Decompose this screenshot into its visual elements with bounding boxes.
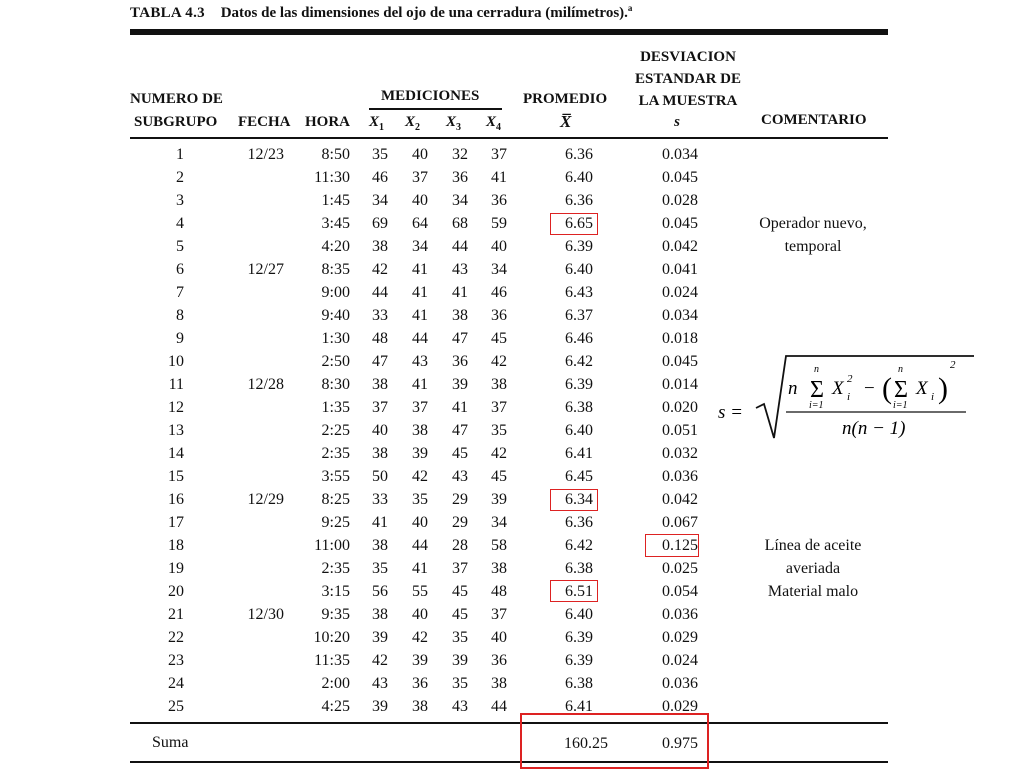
comment-line: averiada bbox=[785, 560, 841, 577]
cell-x4: 42 bbox=[491, 353, 507, 370]
total-rule bbox=[130, 722, 888, 724]
cell-x3: 43 bbox=[452, 698, 468, 715]
cell-x3: 43 bbox=[452, 261, 468, 278]
cell-x2: 39 bbox=[412, 445, 428, 462]
sum-symbol-2: Σ bbox=[894, 377, 908, 403]
cell-x3: 45 bbox=[452, 606, 468, 623]
cell-x4: 38 bbox=[491, 376, 507, 393]
paren-open: ( bbox=[882, 372, 892, 405]
cell-x1: 46 bbox=[372, 169, 388, 186]
cell-x3: 29 bbox=[452, 491, 468, 508]
cell-x3: 47 bbox=[452, 422, 468, 439]
cell-n: 7 bbox=[176, 284, 184, 301]
cell-hora: 3:55 bbox=[321, 468, 350, 485]
highlight-totals bbox=[520, 713, 709, 769]
cell-x3: 44 bbox=[452, 238, 468, 255]
total-mean: 160.25 bbox=[564, 735, 608, 752]
cell-x1: 41 bbox=[372, 514, 388, 531]
cell-x1: 38 bbox=[372, 537, 388, 554]
cell-x4: 40 bbox=[491, 238, 507, 255]
formula-denominator: n(n − 1) bbox=[842, 418, 906, 439]
cell-n: 2 bbox=[176, 169, 184, 186]
cell-x4: 48 bbox=[491, 583, 507, 600]
cell-x2: 36 bbox=[412, 675, 428, 692]
cell-x4: 45 bbox=[491, 330, 507, 347]
sum2-bottom: i=1 bbox=[893, 400, 908, 411]
highlight-mean-row-20 bbox=[550, 580, 598, 602]
cell-hora: 2:50 bbox=[321, 353, 350, 370]
cell-x1: 38 bbox=[372, 376, 388, 393]
formula-n: n bbox=[788, 378, 798, 399]
cell-n: 25 bbox=[168, 698, 184, 715]
cell-x3: 35 bbox=[452, 675, 468, 692]
cell-n: 19 bbox=[168, 560, 184, 577]
cell-hora: 4:20 bbox=[321, 238, 350, 255]
formula-lhs: s = bbox=[718, 402, 743, 423]
header-measurements: MEDICIONES bbox=[381, 88, 480, 104]
highlight-mean-row-16 bbox=[550, 489, 598, 511]
cell-s: 0.125 bbox=[662, 537, 698, 554]
cell-x4: 46 bbox=[491, 284, 507, 301]
cell-x2: 40 bbox=[412, 192, 428, 209]
cell-x1: 33 bbox=[372, 307, 388, 324]
cell-hora: 3:15 bbox=[321, 583, 350, 600]
cell-fecha: 12/29 bbox=[247, 491, 284, 508]
paren-close: ) bbox=[938, 372, 948, 405]
cell-x2: 40 bbox=[412, 606, 428, 623]
cell-s: 0.034 bbox=[662, 307, 698, 324]
cell-x4: 34 bbox=[491, 514, 507, 531]
cell-x3: 39 bbox=[452, 376, 468, 393]
cell-s: 0.054 bbox=[662, 583, 698, 600]
cell-prom: 6.34 bbox=[565, 491, 593, 508]
cell-x3: 41 bbox=[452, 399, 468, 416]
cell-x2: 44 bbox=[412, 330, 428, 347]
cell-x2: 41 bbox=[412, 261, 428, 278]
cell-n: 16 bbox=[168, 491, 184, 508]
cell-x1: 40 bbox=[372, 422, 388, 439]
cell-n: 22 bbox=[168, 629, 184, 646]
table-title bbox=[130, 3, 632, 22]
cell-hora: 3:45 bbox=[321, 215, 350, 232]
cell-prom: 6.46 bbox=[565, 330, 593, 347]
cell-hora: 1:45 bbox=[321, 192, 350, 209]
highlight-mean-row-4 bbox=[550, 213, 598, 235]
cell-hora: 4:25 bbox=[321, 698, 350, 715]
measurements-rule bbox=[369, 108, 502, 110]
cell-x2: 37 bbox=[412, 399, 428, 416]
cell-x3: 37 bbox=[452, 560, 468, 577]
cell-n: 10 bbox=[168, 353, 184, 370]
cell-n: 17 bbox=[168, 514, 184, 531]
cell-x4: 37 bbox=[491, 399, 507, 416]
cell-n: 9 bbox=[176, 330, 184, 347]
sum-symbol-1: Σ bbox=[810, 377, 824, 403]
cell-prom: 6.65 bbox=[565, 215, 593, 232]
cell-hora: 9:35 bbox=[321, 606, 350, 623]
cell-x4: 38 bbox=[491, 560, 507, 577]
cell-x1: 38 bbox=[372, 445, 388, 462]
cell-hora: 11:35 bbox=[314, 652, 350, 669]
cell-prom: 6.39 bbox=[565, 652, 593, 669]
table-caption: Datos de las dimensiones del ojo de una cerradura (milímetros). bbox=[220, 5, 628, 21]
cell-prom: 6.40 bbox=[565, 606, 593, 623]
cell-hora: 8:35 bbox=[321, 261, 350, 278]
cell-n: 3 bbox=[176, 192, 184, 209]
cell-x4: 38 bbox=[491, 675, 507, 692]
cell-s: 0.032 bbox=[662, 445, 698, 462]
header-x1: $X_1$ bbox=[369, 114, 385, 133]
cell-x3: 39 bbox=[452, 652, 468, 669]
cell-x2: 34 bbox=[412, 238, 428, 255]
header-x2: $X_2$ bbox=[405, 114, 421, 133]
cell-prom: 6.43 bbox=[565, 284, 593, 301]
cell-x3: 35 bbox=[452, 629, 468, 646]
sum2-top: n bbox=[898, 364, 903, 375]
cell-x2: 41 bbox=[412, 376, 428, 393]
formula-isub2: i bbox=[931, 391, 935, 403]
cell-hora: 8:30 bbox=[321, 376, 350, 393]
cell-hora: 2:00 bbox=[321, 675, 350, 692]
cell-x2: 42 bbox=[412, 629, 428, 646]
cell-s: 0.036 bbox=[662, 675, 698, 692]
cell-x2: 41 bbox=[412, 560, 428, 577]
header-x3: $X_3$ bbox=[446, 114, 462, 133]
cell-s: 0.036 bbox=[662, 468, 698, 485]
cell-x4: 36 bbox=[491, 307, 507, 324]
cell-s: 0.025 bbox=[662, 560, 698, 577]
cell-n: 6 bbox=[176, 261, 184, 278]
cell-prom: 6.38 bbox=[565, 560, 593, 577]
cell-s: 0.024 bbox=[662, 652, 698, 669]
cell-s: 0.036 bbox=[662, 606, 698, 623]
cell-s: 0.045 bbox=[662, 353, 698, 370]
cell-x1: 56 bbox=[372, 583, 388, 600]
cell-n: 20 bbox=[168, 583, 184, 600]
cell-prom: 6.45 bbox=[565, 468, 593, 485]
cell-x3: 45 bbox=[452, 445, 468, 462]
cell-s: 0.034 bbox=[662, 146, 698, 163]
cell-s: 0.051 bbox=[662, 422, 698, 439]
formula-x2: X bbox=[916, 378, 928, 399]
formula-svg bbox=[716, 352, 976, 442]
cell-hora: 8:25 bbox=[321, 491, 350, 508]
cell-x1: 43 bbox=[372, 675, 388, 692]
cell-s: 0.028 bbox=[662, 192, 698, 209]
cell-prom: 6.39 bbox=[565, 238, 593, 255]
top-rule bbox=[130, 29, 888, 35]
formula-sq2: 2 bbox=[950, 359, 956, 371]
total-sd: 0.975 bbox=[662, 735, 698, 752]
cell-prom: 6.42 bbox=[565, 353, 593, 370]
cell-x4: 35 bbox=[491, 422, 507, 439]
cell-s: 0.042 bbox=[662, 491, 698, 508]
cell-x2: 41 bbox=[412, 284, 428, 301]
cell-x1: 38 bbox=[372, 606, 388, 623]
header-mean-symbol: X̅ bbox=[560, 112, 572, 131]
cell-prom: 6.39 bbox=[565, 629, 593, 646]
header-mean: PROMEDIO bbox=[523, 91, 608, 107]
cell-x1: 39 bbox=[372, 629, 388, 646]
cell-x4: 39 bbox=[491, 491, 507, 508]
cell-x1: 42 bbox=[372, 261, 388, 278]
cell-x4: 41 bbox=[491, 169, 507, 186]
cell-fecha: 12/23 bbox=[247, 146, 284, 163]
cell-x2: 55 bbox=[412, 583, 428, 600]
cell-x1: 33 bbox=[372, 491, 388, 508]
cell-n: 23 bbox=[168, 652, 184, 669]
cell-x3: 36 bbox=[452, 169, 468, 186]
cell-x3: 45 bbox=[452, 583, 468, 600]
cell-n: 21 bbox=[168, 606, 184, 623]
cell-prom: 6.40 bbox=[565, 169, 593, 186]
cell-x3: 47 bbox=[452, 330, 468, 347]
sum1-bottom: i=1 bbox=[809, 400, 824, 411]
cell-x2: 38 bbox=[412, 698, 428, 715]
cell-x4: 36 bbox=[491, 192, 507, 209]
cell-x1: 37 bbox=[372, 399, 388, 416]
cell-s: 0.014 bbox=[662, 376, 698, 393]
cell-s: 0.020 bbox=[662, 399, 698, 416]
cell-s: 0.041 bbox=[662, 261, 698, 278]
cell-x4: 37 bbox=[491, 146, 507, 163]
cell-x3: 29 bbox=[452, 514, 468, 531]
cell-hora: 1:35 bbox=[321, 399, 350, 416]
cell-x1: 69 bbox=[372, 215, 388, 232]
cell-prom: 6.51 bbox=[565, 583, 593, 600]
header-x4: $X_4$ bbox=[486, 114, 502, 133]
cell-hora: 11:30 bbox=[314, 169, 350, 186]
table-label: TABLA 4.3 bbox=[130, 5, 205, 21]
comment-line: Operador nuevo, bbox=[759, 215, 867, 232]
cell-x4: 34 bbox=[491, 261, 507, 278]
cell-x1: 34 bbox=[372, 192, 388, 209]
cell-hora: 9:00 bbox=[321, 284, 350, 301]
header-sd-symbol: s bbox=[674, 114, 680, 130]
cell-s: 0.024 bbox=[662, 284, 698, 301]
cell-s: 0.042 bbox=[662, 238, 698, 255]
cell-x1: 44 bbox=[372, 284, 388, 301]
cell-x2: 43 bbox=[412, 353, 428, 370]
cell-x4: 40 bbox=[491, 629, 507, 646]
cell-x3: 28 bbox=[452, 537, 468, 554]
cell-prom: 6.39 bbox=[565, 376, 593, 393]
cell-hora: 2:35 bbox=[321, 445, 350, 462]
cell-prom: 6.38 bbox=[565, 399, 593, 416]
cell-n: 18 bbox=[168, 537, 184, 554]
cell-hora: 9:40 bbox=[321, 307, 350, 324]
cell-hora: 8:50 bbox=[321, 146, 350, 163]
comment-line: temporal bbox=[784, 238, 842, 255]
cell-x4: 58 bbox=[491, 537, 507, 554]
cell-n: 13 bbox=[168, 422, 184, 439]
sum1-top: n bbox=[814, 364, 819, 375]
cell-fecha: 12/30 bbox=[247, 606, 284, 623]
cell-x2: 41 bbox=[412, 307, 428, 324]
cell-s: 0.067 bbox=[662, 514, 698, 531]
formula-sq1: 2 bbox=[847, 373, 853, 385]
cell-x3: 41 bbox=[452, 284, 468, 301]
bottom-rule bbox=[130, 761, 888, 763]
cell-x1: 35 bbox=[372, 146, 388, 163]
cell-x4: 44 bbox=[491, 698, 507, 715]
highlight-sd-row-18 bbox=[645, 534, 699, 557]
header-comment: COMENTARIO bbox=[761, 112, 867, 128]
total-label: Suma bbox=[152, 734, 189, 751]
cell-x3: 36 bbox=[452, 353, 468, 370]
cell-x1: 38 bbox=[372, 238, 388, 255]
cell-prom: 6.41 bbox=[565, 698, 593, 715]
cell-hora: 11:00 bbox=[314, 537, 350, 554]
cell-prom: 6.37 bbox=[565, 307, 593, 324]
cell-n: 15 bbox=[168, 468, 184, 485]
comment-line: Material malo bbox=[767, 583, 859, 600]
cell-hora: 2:25 bbox=[321, 422, 350, 439]
cell-x1: 47 bbox=[372, 353, 388, 370]
header-rule bbox=[130, 137, 888, 139]
footnote-mark: a bbox=[627, 3, 633, 13]
cell-x4: 45 bbox=[491, 468, 507, 485]
cell-x1: 39 bbox=[372, 698, 388, 715]
cell-x4: 36 bbox=[491, 652, 507, 669]
cell-x2: 44 bbox=[412, 537, 428, 554]
cell-s: 0.045 bbox=[662, 169, 698, 186]
cell-s: 0.045 bbox=[662, 215, 698, 232]
cell-x4: 37 bbox=[491, 606, 507, 623]
header-subgroup-line1: NUMERO DE bbox=[130, 91, 223, 107]
std-dev-formula bbox=[716, 352, 976, 442]
cell-s: 0.029 bbox=[662, 698, 698, 715]
cell-x3: 43 bbox=[452, 468, 468, 485]
cell-n: 1 bbox=[176, 146, 184, 163]
cell-x2: 64 bbox=[412, 215, 428, 232]
cell-prom: 6.38 bbox=[565, 675, 593, 692]
cell-x2: 38 bbox=[412, 422, 428, 439]
cell-prom: 6.36 bbox=[565, 514, 593, 531]
cell-x3: 38 bbox=[452, 307, 468, 324]
cell-x4: 59 bbox=[491, 215, 507, 232]
cell-hora: 10:20 bbox=[313, 629, 350, 646]
cell-x2: 35 bbox=[412, 491, 428, 508]
cell-x2: 42 bbox=[412, 468, 428, 485]
cell-fecha: 12/27 bbox=[247, 261, 284, 278]
cell-x1: 48 bbox=[372, 330, 388, 347]
cell-s: 0.018 bbox=[662, 330, 698, 347]
header-date: FECHA bbox=[238, 114, 291, 130]
cell-x3: 32 bbox=[452, 146, 468, 163]
cell-x1: 35 bbox=[372, 560, 388, 577]
comment-line: Línea de aceite bbox=[764, 537, 862, 554]
cell-prom: 6.41 bbox=[565, 445, 593, 462]
cell-prom: 6.36 bbox=[565, 146, 593, 163]
cell-s: 0.029 bbox=[662, 629, 698, 646]
cell-n: 5 bbox=[176, 238, 184, 255]
cell-x4: 42 bbox=[491, 445, 507, 462]
header-sd-line2: ESTANDAR DE bbox=[635, 71, 741, 87]
cell-n: 12 bbox=[168, 399, 184, 416]
cell-x3: 68 bbox=[452, 215, 468, 232]
cell-n: 24 bbox=[168, 675, 184, 692]
cell-x1: 50 bbox=[372, 468, 388, 485]
header-subgroup-line2: SUBGRUPO bbox=[134, 114, 218, 130]
cell-x1: 42 bbox=[372, 652, 388, 669]
cell-n: 8 bbox=[176, 307, 184, 324]
cell-prom: 6.36 bbox=[565, 192, 593, 209]
cell-prom: 6.40 bbox=[565, 422, 593, 439]
cell-hora: 9:25 bbox=[321, 514, 350, 531]
cell-x3: 34 bbox=[452, 192, 468, 209]
cell-prom: 6.42 bbox=[565, 537, 593, 554]
cell-hora: 1:30 bbox=[321, 330, 350, 347]
cell-n: 11 bbox=[168, 376, 184, 393]
cell-x2: 40 bbox=[412, 146, 428, 163]
cell-x2: 39 bbox=[412, 652, 428, 669]
formula-x1: X bbox=[832, 378, 844, 399]
formula-minus: − bbox=[864, 378, 875, 399]
header-sd-line1: DESVIACION bbox=[640, 49, 736, 65]
cell-hora: 2:35 bbox=[321, 560, 350, 577]
cell-fecha: 12/28 bbox=[247, 376, 284, 393]
cell-x2: 37 bbox=[412, 169, 428, 186]
header-time: HORA bbox=[305, 114, 350, 130]
cell-x2: 40 bbox=[412, 514, 428, 531]
header-sd-line3: LA MUESTRA bbox=[638, 93, 738, 109]
cell-n: 4 bbox=[176, 215, 184, 232]
cell-n: 14 bbox=[168, 445, 184, 462]
formula-isub1: i bbox=[847, 391, 851, 403]
cell-prom: 6.40 bbox=[565, 261, 593, 278]
